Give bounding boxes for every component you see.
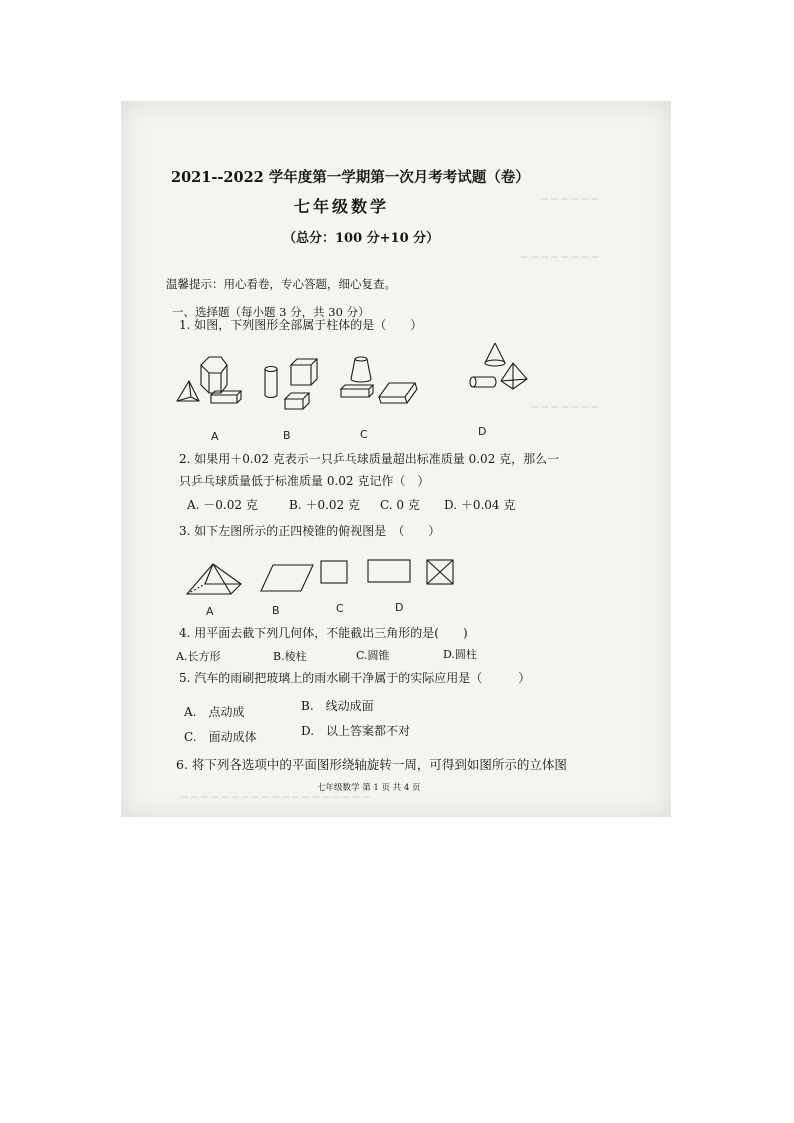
q3-option-d-rectangle <box>367 559 413 585</box>
q4-option-a: A.长方形 <box>176 650 221 663</box>
question-2-stem-line1: 2. 如果用＋0.02 克表示一只乒乓球质量超出标准质量 0.02 克，那么一 <box>179 452 560 466</box>
question-1-stem: 1. 如图，下列图形全部属于柱体的是（ ） <box>179 318 423 332</box>
exam-title: 2021--2022 学年度第一学期第一次月考考试题（卷） <box>171 169 530 186</box>
q3-crossed-square <box>426 559 456 587</box>
page-footer: 七年级数学 第 1 页 共 4 页 <box>317 783 421 793</box>
tip-text: 温馨提示：用心看卷，专心答题，细心复查。 <box>166 277 396 291</box>
q5-option-a: A. 点动成 <box>184 705 245 719</box>
question-2-stem-line2: 只乒乓球质量低于标准质量 0.02 克记作（ ） <box>179 474 430 488</box>
q2-option-b: B. ＋0.02 克 <box>289 498 360 512</box>
q5-option-c: C. 面动成体 <box>184 730 257 744</box>
q5-option-d: D. 以上答案都不对 <box>301 724 411 738</box>
q1-option-d-label: D <box>478 425 487 438</box>
bleed-through: ─ ─ ─ ─ ─ ─ <box>541 193 599 206</box>
question-4-stem: 4. 用平面去截下列几何体，不能截出三角形的是( ) <box>179 626 468 640</box>
exam-sheet <box>121 101 671 817</box>
q3-option-b-parallelogram <box>259 563 317 593</box>
q4-option-d: D.圆柱 <box>443 648 477 661</box>
bleed-through: ─ ─ ─ ─ ─ ─ ─ ─ <box>521 251 599 264</box>
q3-option-c-label: C <box>336 602 344 615</box>
question-6-stem: 6. 将下列各选项中的平面图形绕轴旋转一周，可得到如图所示的立体图 <box>176 757 567 772</box>
question-5-stem: 5. 汽车的雨刷把玻璃上的雨水刷干净属于的实际应用是（ ） <box>179 671 531 685</box>
q3-option-a-pyramid <box>185 562 247 598</box>
q2-option-a: A. －0.02 克 <box>187 498 258 512</box>
q3-option-c-square <box>320 560 350 586</box>
q4-option-b: B.棱柱 <box>273 650 307 663</box>
q1-option-c-label: C <box>360 428 368 441</box>
bleed-through: ─ ─ ─ ─ ─ ─ ─ ─ ─ ─ ─ ─ ─ ─ ─ ─ ─ ─ ─ <box>181 791 370 804</box>
q2-option-d: D. ＋0.04 克 <box>444 498 516 512</box>
bleed-through: ─ ─ ─ ─ ─ ─ ─ <box>531 401 599 414</box>
subject-title: 七年级数学 <box>294 197 390 216</box>
section-heading: 一、选择题（每小题 3 分，共 30 分） <box>172 305 370 319</box>
q4-option-c: C.圆锥 <box>356 649 390 662</box>
q1-option-b-label: B <box>283 429 291 442</box>
q1-option-c-figure <box>339 351 419 407</box>
score-note: （总分：100 分+10 分） <box>283 231 440 246</box>
q3-option-a-label: A <box>206 605 214 618</box>
q3-option-d-label: D <box>395 601 404 614</box>
q2-option-c: C. 0 克 <box>380 498 420 512</box>
q1-option-b-figure <box>263 351 333 413</box>
q1-option-a-figure <box>175 351 245 411</box>
q1-option-a-label: A <box>211 430 219 443</box>
q5-option-b: B. 线动成面 <box>301 699 374 713</box>
q1-option-d-figure <box>467 341 531 403</box>
question-3-stem: 3. 如下左图所示的正四棱锥的俯视图是 （ ） <box>179 524 441 538</box>
q3-option-b-label: B <box>272 604 280 617</box>
